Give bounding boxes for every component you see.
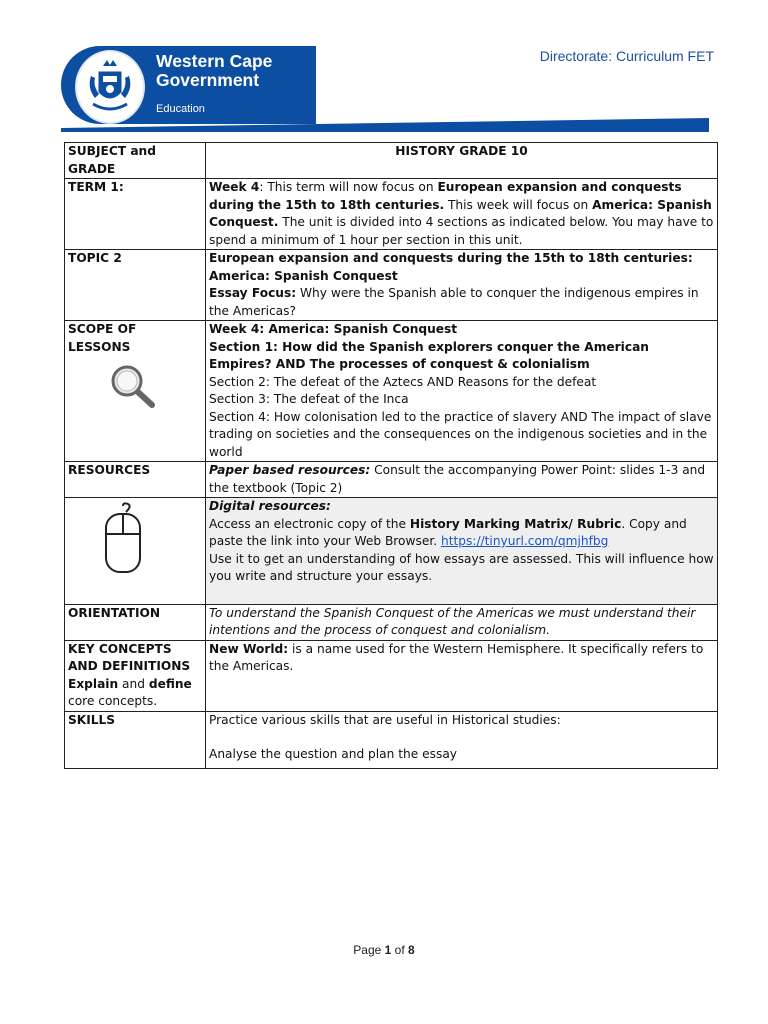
org-subtitle: Education bbox=[156, 103, 205, 115]
resources-label: RESOURCES bbox=[65, 462, 206, 498]
skills-label: SKILLS bbox=[65, 711, 206, 768]
row-digital-resources bbox=[65, 498, 718, 605]
row-term bbox=[65, 179, 718, 250]
directorate-label: Directorate: Curriculum FET bbox=[539, 48, 714, 64]
skills-value: Practice various skills that are useful in Historical studies: Analyse the question and plan the essay bbox=[206, 711, 718, 768]
magnifier-icon bbox=[108, 362, 158, 410]
topic-label: TOPIC 2 bbox=[65, 250, 206, 321]
row-scope bbox=[65, 321, 718, 462]
lesson-plan-table bbox=[64, 142, 718, 769]
row-key-concepts bbox=[65, 640, 718, 711]
subject-label: SUBJECT and GRADE bbox=[65, 143, 206, 179]
term-label: TERM 1: bbox=[65, 179, 206, 250]
rubric-link[interactable]: https://tinyurl.com/qmjhfbg bbox=[440, 534, 609, 548]
scope-value: Week 4: America: Spanish Conquest Section 1: How did the Spanish explorers conquer the American Empires? AND The processes of conquest & colonialism Section 2: The defeat of the Aztecs AND Reasons for the defeat Section 3: The defeat of the Inca Section 4: How colonisation led to the practice of slavery AND The impact of slave trading on societies and the consequences on the indigenous societies and in the world bbox=[206, 321, 718, 462]
row-resources bbox=[65, 462, 718, 498]
coat-of-arms-icon bbox=[75, 50, 145, 124]
orientation-label: ORIENTATION bbox=[65, 604, 206, 640]
orientation-value: To understand the Spanish Conquest of the Americas we must understand their intentions and the process of conquest and colonialism. bbox=[206, 604, 718, 640]
row-orientation bbox=[65, 604, 718, 640]
wcg-logo bbox=[61, 46, 316, 124]
row-skills bbox=[65, 711, 718, 768]
computer-mouse-icon bbox=[102, 502, 144, 576]
row-subject bbox=[65, 143, 718, 179]
resources-value: Paper based resources: Consult the accompanying Power Point: slides 1-3 and the textbook (Topic 2) bbox=[206, 462, 718, 498]
topic-heading: European expansion and conquests during the 15th to 18th centuries: America: Spanish Conquest bbox=[209, 251, 693, 283]
digital-resources-value: Digital resources: Access an electronic copy of the History Marking Matrix/ Rubric. Copy and paste the link into your Web Browser. https://tinyurl.com/qmjhfbg Use it to get an understanding of how essays are assessed. This will influence how you write and structure your essays. bbox=[206, 498, 718, 605]
key-concepts-label: KEY CONCEPTS AND DEFINITIONS Explain and define core concepts. bbox=[65, 640, 206, 711]
page-footer: Page 1 of 8 bbox=[353, 943, 415, 957]
header-divider-bar bbox=[61, 118, 709, 132]
digital-icon-cell bbox=[65, 498, 206, 605]
row-topic bbox=[65, 250, 718, 321]
key-concepts-value: New World: is a name used for the Western Hemisphere. It specifically refers to the Americas. bbox=[206, 640, 718, 711]
org-name: Western Cape Government bbox=[156, 51, 273, 90]
subject-value: HISTORY GRADE 10 bbox=[206, 143, 718, 179]
topic-value: European expansion and conquests during the 15th to 18th centuries: America: Spanish Conquest Essay Focus: Why were the Spanish able to conquer the indigenous empires in the Americas? bbox=[206, 250, 718, 321]
term-value: Week 4: This term will now focus on European expansion and conquests during the 15th to 18th centuries. This week will focus on America: Spanish Conquest. The unit is divided into 4 sections as indicated below. You may have to spend a minimum of 1 hour per section in this unit. bbox=[206, 179, 718, 250]
scope-label: SCOPE OF LESSONS bbox=[65, 321, 206, 462]
